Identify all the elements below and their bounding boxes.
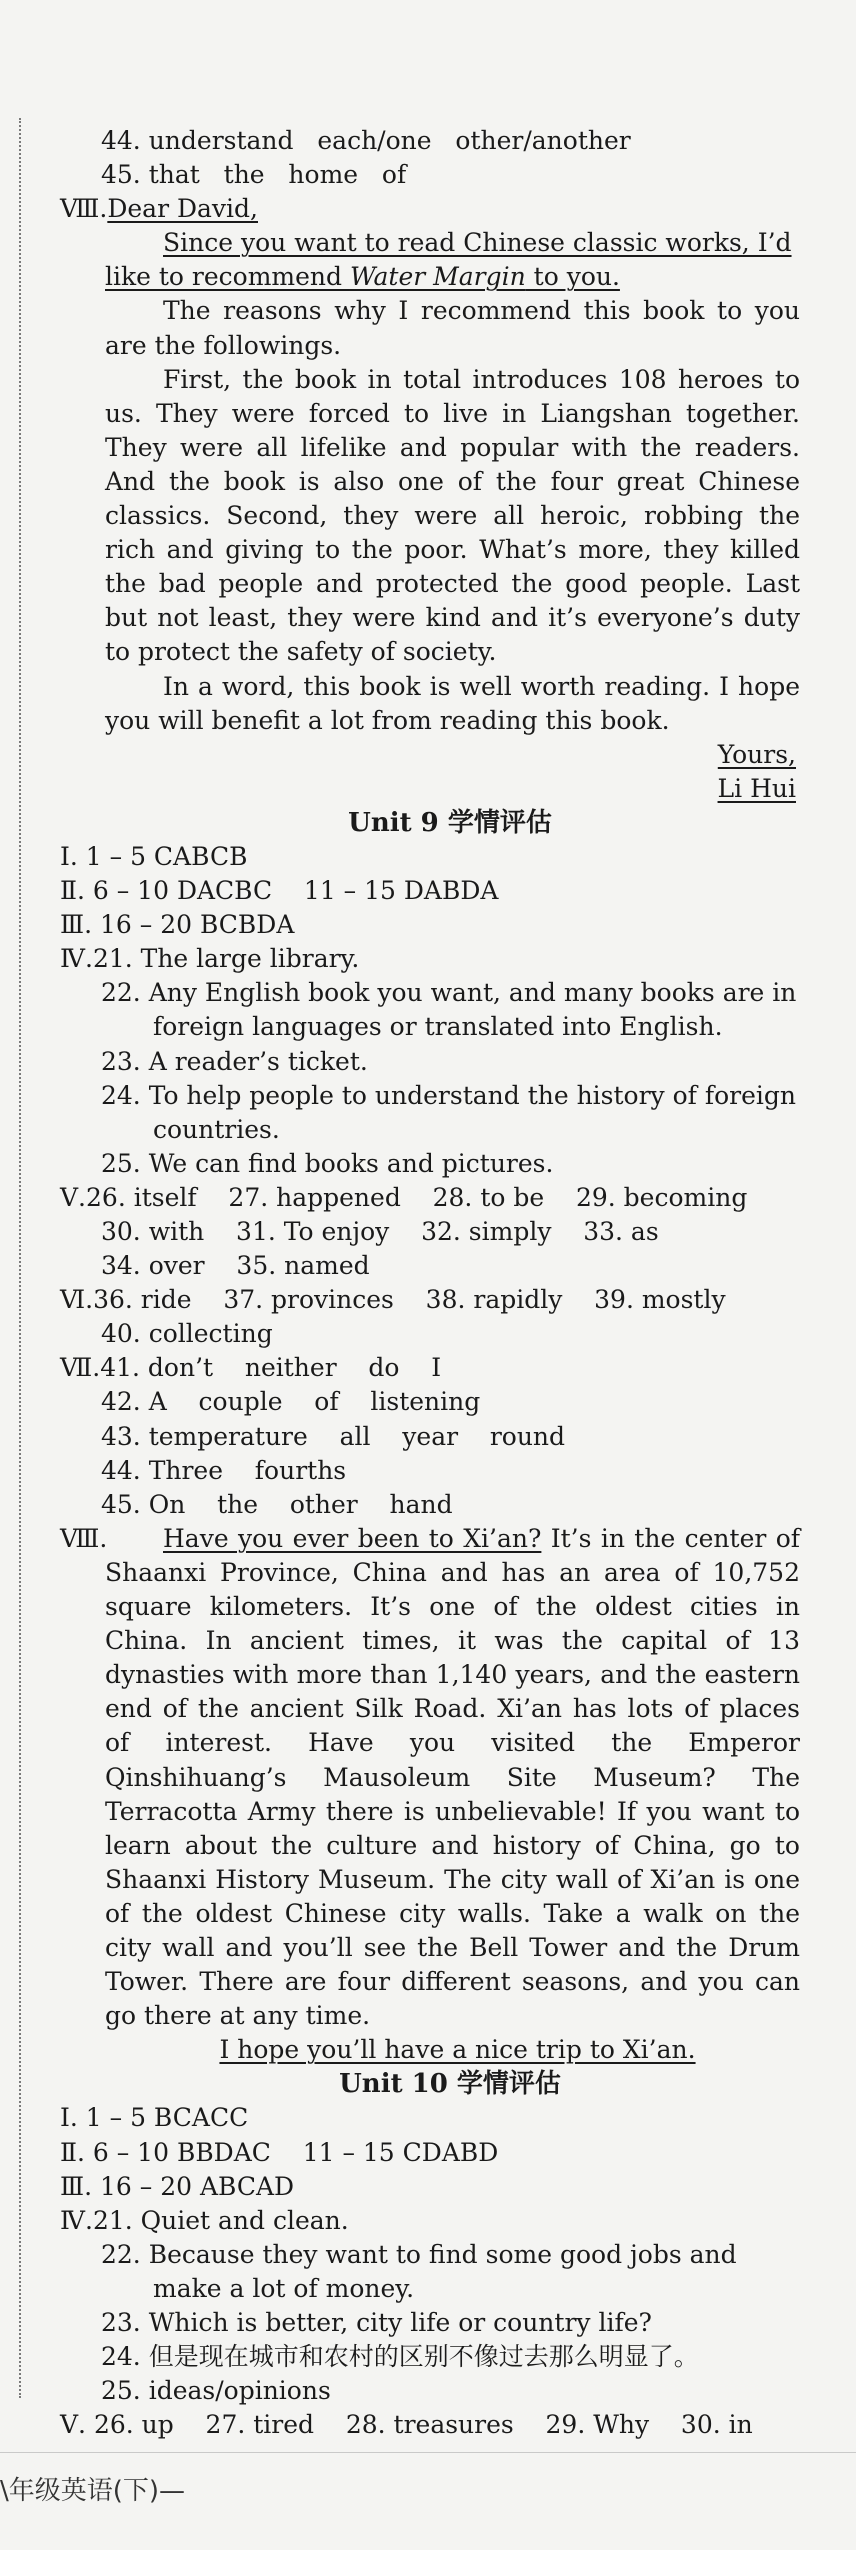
section-label: Ⅳ. <box>60 2205 93 2235</box>
book-title: Water Margin <box>349 262 526 292</box>
letter-p2: The reasons why I recommend this book to you are the followings. <box>105 296 800 360</box>
unit10-q25: 25. ideas/opinions <box>101 2376 331 2406</box>
unit9-q22: 22. Any English book you want, and many books are in foreign languages or translated into English. <box>101 978 797 1042</box>
letter-signature: Li Hui <box>717 773 796 803</box>
section-label: Ⅶ. <box>60 1353 101 1383</box>
unit9-vii-line2: 42. A couple of listening <box>101 1387 481 1417</box>
unit10-q23: 23. Which is better, city life or country life? <box>101 2308 652 2337</box>
answer-44: 44. understand each/one other/another <box>101 126 631 155</box>
unit9-v-line2: 30. with 31. To enjoy 32. simply 33. as <box>101 1217 659 1246</box>
unit9-v-line3: 34. over 35. named <box>101 1251 370 1281</box>
unit10-part-iv <box>60 2204 800 2409</box>
letter-block <box>60 192 800 806</box>
unit10-q21: 21. Quiet and clean. <box>92 2205 349 2235</box>
letter-body <box>60 226 800 806</box>
unit9-q24: 24. To help people to understand the history of foreign countries. <box>101 1080 797 1144</box>
unit9-vi-line1: 36. ride 37. provinces 38. rapidly 39. mostly <box>93 1285 726 1315</box>
letter-greeting: Dear David, <box>107 194 258 224</box>
letter-p4: In a word, this book is well worth reading. I hope you will benefit a lot from reading this book. <box>105 671 800 735</box>
essay-body: It’s in the center of Shaanxi Province, China and has an area of 10,752 square kilometers. It’s one of the oldest cities in China. In ancient times, it was the capital of 13 dynasties with more than 1,140 years, and the eastern end of the ancient Silk Road. Xi’an has lots of places of interest. Have you visited the Emperor Qinshihuang’s Mausoleum Site Museum? The Terracotta Army there is unbelievable! If you want to learn about the culture and history of China, go to Shaanxi History Museum. The city wall of Xi’an is one of the oldest Chinese city walls. Take a walk on the city wall and you’ll see the Bell Tower and the Drum Tower. There are four different seasons, and you can go there at any time. <box>105 1523 800 2031</box>
unit9-q23: 23. A reader’s ticket. <box>101 1046 368 1076</box>
unit9-q25: 25. We can find books and pictures. <box>101 1148 554 1178</box>
unit9-v-line1: 26. itself 27. happened 28. to be 29. becoming <box>86 1182 748 1212</box>
unit10-part-i: Ⅰ. 1 – 5 BCACC <box>60 2103 249 2133</box>
unit9-part-ii: Ⅱ. 6 – 10 DACBC 11 – 15 DABDA <box>60 876 499 906</box>
unit9-title: Unit 9 学情评估 <box>348 807 552 838</box>
unit9-vi-line2: 40. collecting <box>101 1319 273 1349</box>
unit9-part-v <box>60 1181 800 1283</box>
letter-closing: Yours, <box>717 739 796 769</box>
essay-first-sentence: Have you ever been to Xi’an? <box>163 1523 542 1553</box>
answer-content <box>60 124 800 2442</box>
unit9-part-iii: Ⅲ. 16 – 20 BCBDA <box>60 910 295 940</box>
essay-last-sentence: I hope you’ll have a nice trip to Xi’an. <box>219 2035 696 2065</box>
section-label: Ⅳ. <box>60 944 93 974</box>
unit10-title: Unit 10 学情评估 <box>339 2069 561 2100</box>
footer-rule <box>0 2452 856 2453</box>
letter-p1-b: like to recommend <box>105 262 350 292</box>
unit9-vii-line3: 43. temperature all year round <box>101 1421 566 1451</box>
unit9-part-viii <box>60 1522 800 2068</box>
section-label: Ⅷ. <box>60 194 108 224</box>
unit9-essay <box>60 1522 800 2068</box>
unit9-part-vii <box>60 1351 800 1521</box>
section-label: Ⅵ. <box>60 1285 94 1315</box>
unit9-vii-line1: 41. don’t neither do I <box>100 1353 442 1383</box>
unit9-part-i: Ⅰ. 1 – 5 CABCB <box>60 841 248 871</box>
margin-dotted-rule <box>19 118 21 2398</box>
letter-p1-a: Since you want to read Chinese classic works, I’d <box>163 228 792 258</box>
unit10-part-ii: Ⅱ. 6 – 10 BBDAC 11 – 15 CDABD <box>60 2137 499 2167</box>
unit9-part-vi <box>60 1283 800 1351</box>
unit9-part-iv <box>60 942 800 1181</box>
unit9-vii-line5: 45. On the other hand <box>101 1489 453 1519</box>
unit10-q22: 22. Because they want to find some good jobs and make a lot of money. <box>101 2239 737 2303</box>
answer-45: 45. that the home of <box>101 160 407 190</box>
footer-text: \年级英语(下)— <box>0 2476 186 2506</box>
unit10-part-iii: Ⅲ. 16 – 20 ABCAD <box>60 2171 295 2201</box>
unit9-q21: 21. The large library. <box>92 944 360 974</box>
section-label: Ⅴ. <box>60 1182 87 1212</box>
section-label: Ⅷ. <box>60 1523 108 1553</box>
letter-p1-c: to you. <box>525 262 620 292</box>
unit9-vii-line4: 44. Three fourths <box>101 1455 347 1485</box>
letter-p3: First, the book in total introduces 108 heroes to us. They were forced to live in Liangshan together. They were all lifelike and popular with the readers. And the book is also one of the four great Chinese classics. Second, they were all heroic, robbing the rich and giving to the poor. What’s more, they killed the bad people and protected the good people. Last but not least, they were kind and it’s everyone’s duty to protect the safety of society. <box>105 364 800 667</box>
unit10-q24: 24. 但是现在城市和农村的区别不像过去那么明显了。 <box>101 2342 699 2372</box>
unit10-part-v: Ⅴ. 26. up 27. tired 28. treasures 29. Why 30. in <box>60 2410 753 2440</box>
